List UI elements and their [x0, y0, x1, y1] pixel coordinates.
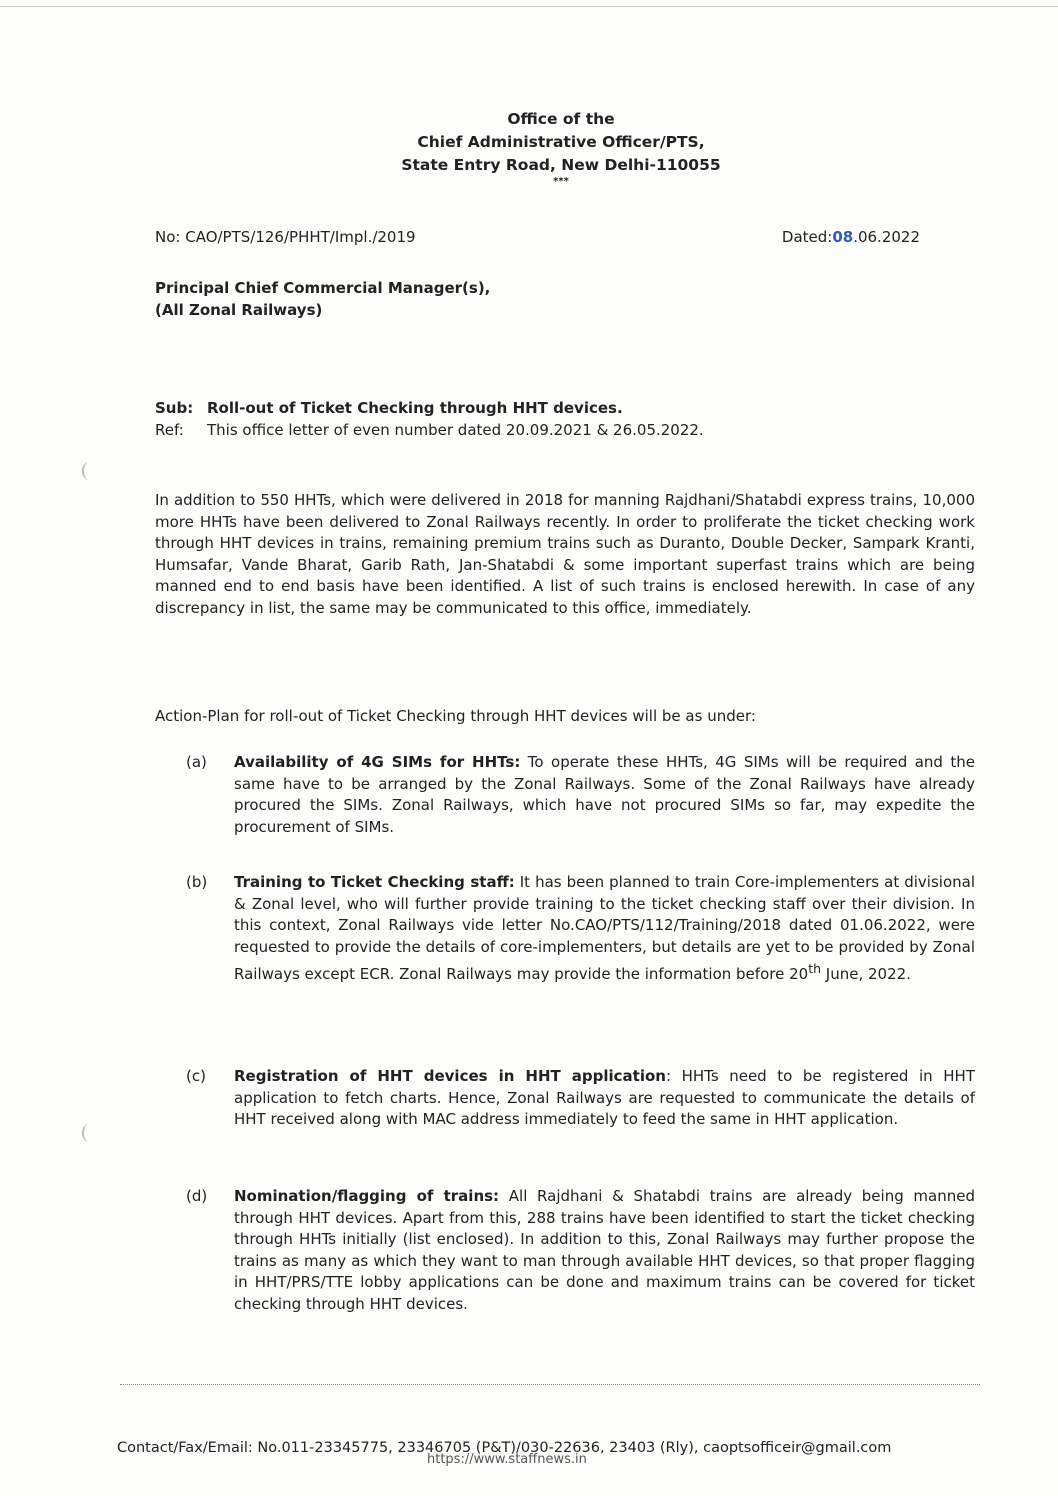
- list-item: [186, 752, 975, 838]
- paragraph-action-plan: Action-Plan for roll-out of Ticket Checking through HHT devices will be as under:: [155, 707, 756, 725]
- ref-label: Ref:: [155, 421, 184, 439]
- scan-mark: [82, 462, 96, 480]
- item-label: (b): [186, 873, 208, 891]
- ref-line: [155, 419, 704, 441]
- addressee-line-2: (All Zonal Railways): [155, 301, 323, 319]
- item-heading: Registration of HHT devices in HHT application: [234, 1067, 666, 1085]
- subject-block: [155, 397, 704, 441]
- list-item: [186, 872, 975, 986]
- footer-contact: Contact/Fax/Email: No.011-23345775, 23346705 (P&T)/030-22636, 23403 (Rly), caoptsofficeir@gmail.com: [117, 1440, 892, 1456]
- item-heading: Availability of 4G SIMs for HHTs:: [234, 753, 521, 771]
- item-text: : HHTs need to be registered in HHT application to fetch charts. Hence, Zonal Railways are requested to communicate the details of HHT received along with MAC address immediately to feed the same in HHT application.: [234, 1067, 975, 1128]
- letterhead-stars: ***: [553, 176, 569, 187]
- item-text: All Rajdhani & Shatabdi trains are already being manned through HHT devices. Apart from this, 288 trains have been identified to start the ticket checking through HHTs initially (list enclosed). In addition to this, Zonal Railways may further propose the trains as many as which they want to man through available HHT devices, so that proper flagging in HHT/PRS/TTE lobby applications can be done and maximum trains can be covered for ticket checking through HHT devices.: [234, 1187, 975, 1313]
- sub-label: Sub:: [155, 399, 194, 417]
- letter-date: [782, 228, 920, 246]
- deadline-suffix: th: [808, 961, 822, 976]
- subject-line: [155, 397, 704, 419]
- date-day: 08: [832, 228, 854, 246]
- paragraph-intro: In addition to 550 HHTs, which were delivered in 2018 for manning Rajdhani/Shatabdi express trains, 10,000 more HHTs have been delivered to Zonal Railways recently. In order to proliferate the ticket checking work through HHT devices in trains, remaining premium trains such as Duranto, Double Decker, Sampark Kranti, Humsafar, Vande Bharat, Garib Rath, Jan-Shatabdi & some important superfast trains which are being manned end to end basis have been identified. A list of such trains is enclosed herewith. In case of any discrepancy in list, the same may be communicated to this office, immediately.: [155, 491, 975, 617]
- item-heading: Training to Ticket Checking staff:: [234, 873, 515, 891]
- item-text: It has been planned to train Core-implementers at divisional & Zonal level, who will further provide training to the ticket checking staff over their division. In this context, Zonal Railways vide letter No.CAO/PTS/112/Training/2018 dated 01.06.2022, were requested to provide the details of core-implementers, but details are yet to be provided by Zonal Railways except ECR. Zonal Railways may provide the information before: [234, 873, 976, 983]
- letterhead-line-3: State Entry Road, New Delhi-110055: [401, 156, 721, 174]
- date-rest: .06.2022: [853, 228, 920, 246]
- sub-text: Roll-out of Ticket Checking through HHT devices.: [207, 399, 623, 417]
- item-text: To operate these HHTs, 4G SIMs will be required and the same have to be arranged by the Zonal Railways. Some of the Zonal Railways have already procured the SIMs. Zonal Railways, which have not procured SIMs so far, may expedite the procurement of SIMs.: [234, 753, 975, 836]
- item-label: (a): [186, 753, 207, 771]
- top-rule: [0, 6, 1058, 7]
- item-label: (c): [186, 1067, 206, 1085]
- letterhead-line-1: Office of the: [507, 110, 615, 128]
- scan-mark: [82, 1124, 96, 1142]
- item-label: (d): [186, 1187, 208, 1205]
- addressee-line-1: Principal Chief Commercial Manager(s),: [155, 279, 491, 297]
- date-label: Dated:: [781, 228, 833, 246]
- watermark: https://www.staffnews.in: [427, 1452, 587, 1467]
- letterhead-line-2: Chief Administrative Officer/PTS,: [417, 133, 705, 151]
- footer-rule: [120, 1384, 980, 1385]
- deadline-day: 20: [789, 965, 809, 983]
- list-item: [186, 1066, 975, 1131]
- addressee: [155, 277, 490, 321]
- reference-number: No: CAO/PTS/126/PHHT/Impl./2019: [155, 228, 416, 246]
- deadline-tail: June, 2022.: [821, 965, 911, 983]
- ref-text: This office letter of even number dated 20.09.2021 & 26.05.2022.: [207, 421, 704, 439]
- letterhead: [0, 108, 1058, 187]
- item-heading: Nomination/flagging of trains:: [234, 1187, 500, 1205]
- list-item: [186, 1186, 975, 1315]
